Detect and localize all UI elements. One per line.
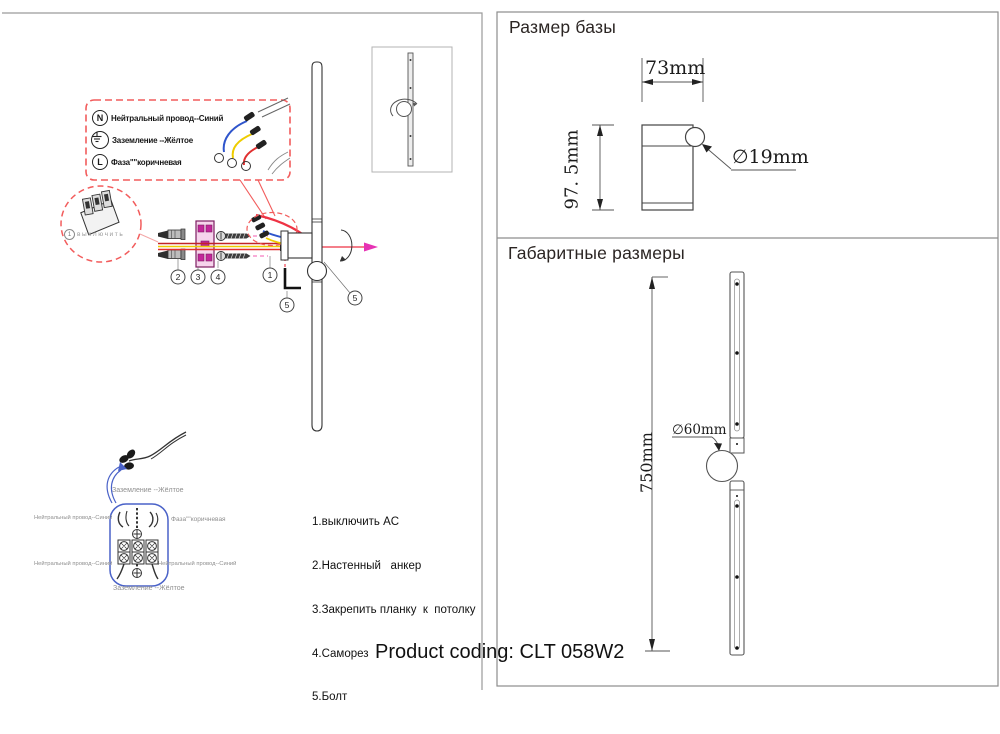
base-knob-dim: ∅19mm [732,146,809,168]
part-number: 2 [175,272,181,282]
axis-arrow-icon [364,243,378,252]
installation-steps [312,486,476,734]
step-item: 4.Саморез [312,647,369,660]
terminal-label-right2: Нейтральный провод--Синий [158,561,237,567]
breaker-note-text: выключить [77,231,125,238]
breaker-callout [61,186,158,262]
callout-wires-sketch [215,98,291,174]
terminal-label-top: Заземление --Жёлтое [112,487,184,494]
letter-l-icon: L [92,154,108,170]
terminal-label-left1: Нейтральный провод--Синий [34,515,113,521]
part-number: 1 [267,270,273,280]
step-item: 2.Настенный анкер [312,559,422,572]
base-dimension-drawing [592,58,796,210]
overall-length-dim: 750mm [636,431,656,493]
legend-label: Фаза""коричневая [111,157,182,167]
breaker-note [64,229,124,240]
step-item: 5.Болт [312,691,348,704]
part-number: 4 [215,272,221,282]
circled-one-icon: 1 [64,229,75,240]
legend-label: Заземление --Жёлтое [112,135,193,145]
terminal-label-bottom: Заземление --Жёлтое [113,585,185,592]
legend-row-neutral [92,110,223,126]
part-callouts [171,268,362,312]
base-height-dim: 97. 5mm [561,129,583,209]
step-item: 3.Закрепить планку к потолку [312,603,476,616]
product-coding: Product coding: CLT 058W2 [375,641,625,663]
earth-ground-icon [91,131,109,149]
terminal-label-right1: Фаза""коричневая [171,516,226,523]
base-panel-title: Размер базы [509,17,616,37]
part-number: 5 [352,293,358,303]
wire-connectors-icon [243,111,267,150]
overall-length-dim-wrap [628,428,664,496]
overall-panel-title: Габаритные размеры [508,243,685,263]
legend-row-phase [92,154,182,170]
part-number: 3 [195,272,201,282]
step-item: 1.выключить AC [312,516,400,529]
part-number: 5 [284,300,290,310]
legend-row-ground [91,131,193,149]
terminal-block-icon [118,540,158,564]
right-page-border [497,12,998,686]
base-height-dim-wrap [552,131,592,207]
terminal-label-left2: Нейтральный провод--Синий [34,561,113,567]
base-width-dim: 73mm [645,57,706,79]
lamp-thumbnail [372,47,452,172]
ball-diameter-dim: ∅60mm [672,422,727,438]
legend-label: Нейтральный провод--Синий [111,113,224,123]
letter-n-icon: N [92,110,108,126]
